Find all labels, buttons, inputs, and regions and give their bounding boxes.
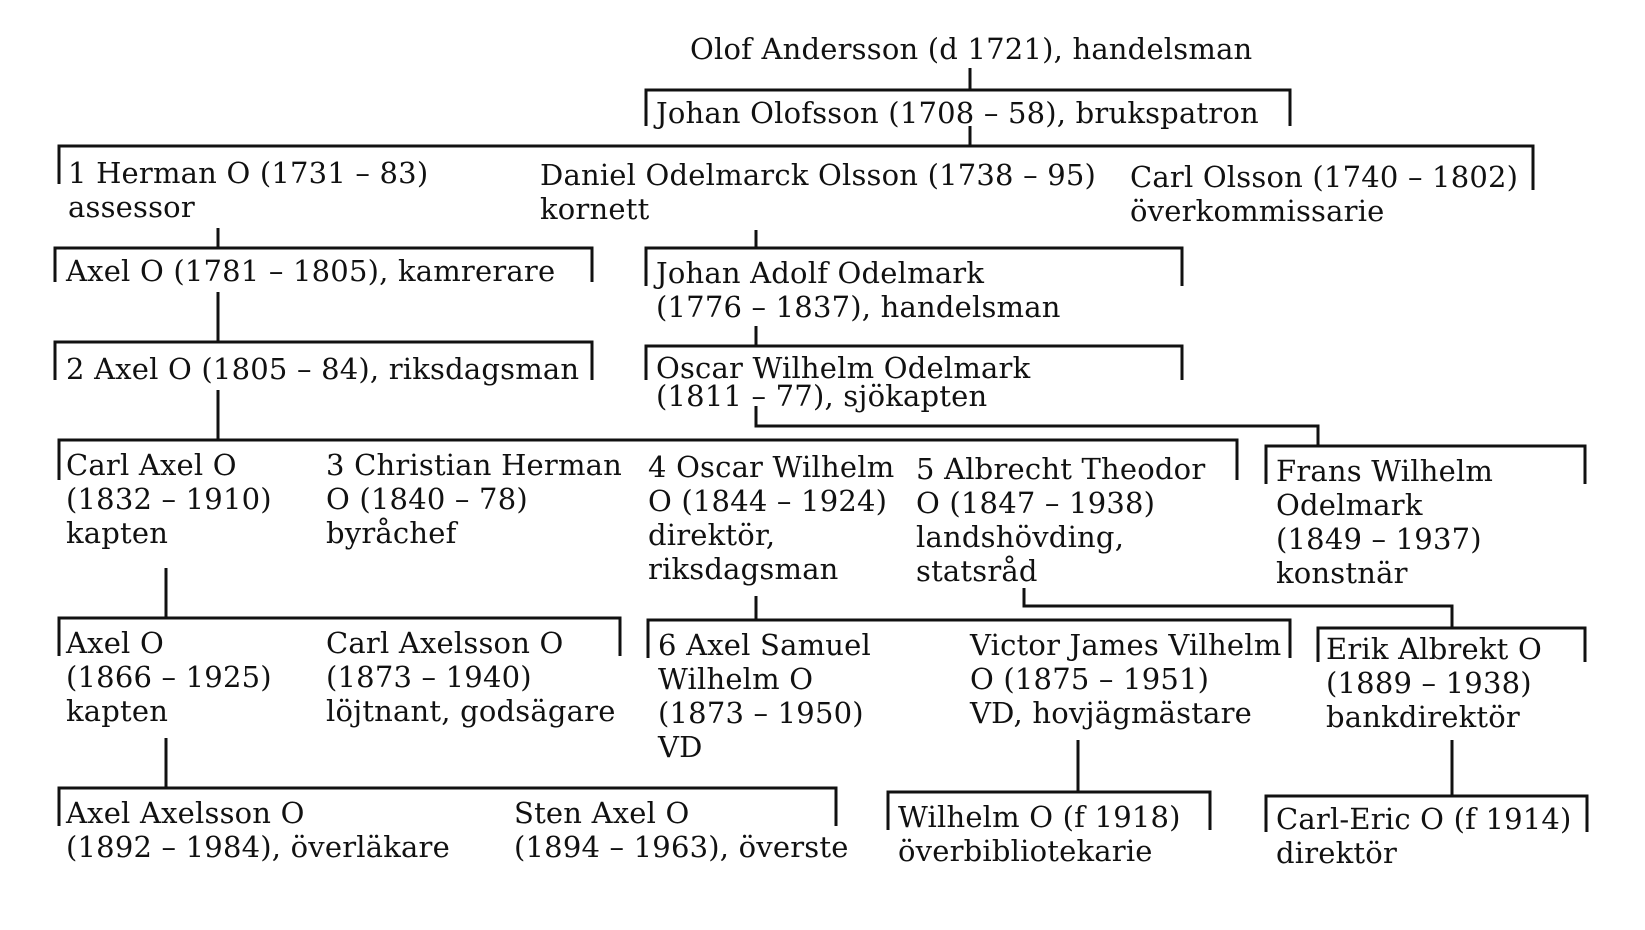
node-line: Victor James Vilhelm	[970, 628, 1282, 662]
node-victor-james-vilhelm-o	[970, 628, 1281, 730]
node-line: Axel O	[66, 626, 164, 660]
node-line: O (1844 – 1924)	[648, 484, 888, 518]
node-line: (1873 – 1950)	[658, 696, 864, 730]
node-axel-o-kapten	[66, 626, 272, 728]
node-johan-olofsson	[656, 96, 1259, 130]
node-line: (1889 – 1938)	[1326, 666, 1532, 700]
node-line: Frans Wilhelm	[1276, 454, 1494, 488]
node-line: landshövding,	[916, 520, 1125, 554]
node-line: Sten Axel O	[514, 796, 690, 830]
node-line: Carl-Eric O (f 1914)	[1276, 802, 1572, 836]
node-line: O (1847 – 1938)	[916, 486, 1156, 520]
node-line: Erik Albrekt O	[1326, 632, 1542, 666]
node-text: Olof Andersson (d 1721), handelsman	[690, 32, 1253, 66]
node-line: Odelmark	[1276, 488, 1423, 522]
node-line: statsråd	[916, 554, 1038, 588]
node-line: 3 Christian Herman	[326, 448, 623, 482]
node-line: bankdirektör	[1326, 700, 1520, 734]
node-erik-albrekt-o	[1326, 632, 1542, 734]
node-line: konstnär	[1276, 556, 1408, 590]
node-line: Wilhelm O (f 1918)	[898, 800, 1181, 834]
node-carl-axelsson-o	[326, 626, 616, 728]
node-carl-eric-o	[1276, 802, 1572, 870]
node-name: Daniel Odelmarck Olsson (1738 – 95)	[540, 158, 1097, 192]
node-axel-o-kamrerare	[66, 254, 555, 288]
node-line: löjtnant, godsägare	[326, 694, 616, 728]
node-text: 2 Axel O (1805 – 84), riksdagsman	[66, 352, 580, 386]
node-daniel-odelmarck-olsson	[540, 158, 1096, 226]
node-line: VD	[658, 730, 703, 764]
node-role: kornett	[540, 192, 650, 226]
node-line: (1832 – 1910)	[66, 482, 272, 516]
node-line: riksdagsman	[648, 552, 839, 586]
node-role: assessor	[68, 190, 195, 224]
node-wilhelm-o	[898, 800, 1181, 868]
connector-albrecht-erik	[1024, 588, 1452, 628]
node-line: direktör	[1276, 836, 1398, 870]
node-herman-o	[68, 156, 428, 224]
node-axel-samuel-wilhelm-o	[658, 628, 871, 764]
node-line: byråchef	[326, 516, 457, 550]
node-dates: (1811 – 77), sjökapten	[656, 379, 988, 413]
node-name: Johan Adolf Odelmark	[656, 256, 985, 290]
node-line: VD, hovjägmästare	[970, 696, 1253, 730]
node-text: Axel O (1781 – 1805), kamrerare	[66, 254, 556, 288]
node-line: (1849 – 1937)	[1276, 522, 1482, 556]
node-line: (1873 – 1940)	[326, 660, 532, 694]
node-oscar-wilhelm-o	[648, 450, 894, 586]
node-role: överkommissarie	[1130, 194, 1385, 228]
node-line: Wilhelm O	[658, 662, 814, 696]
node-axel-o-riksdagsman	[66, 352, 579, 386]
node-axel-axelsson-o	[66, 796, 450, 864]
node-line: direktör,	[648, 518, 776, 552]
node-line: Carl Axelsson O	[326, 626, 564, 660]
node-line: Axel Axelsson O	[66, 796, 305, 830]
node-dates: (1776 – 1837), handelsman	[656, 290, 1061, 324]
node-line: kapten	[66, 516, 169, 550]
node-line: O (1875 – 1951)	[970, 662, 1210, 696]
node-line: Carl Axel O	[66, 448, 237, 482]
node-line: (1866 – 1925)	[66, 660, 272, 694]
node-line: 6 Axel Samuel	[658, 628, 871, 662]
node-carl-olsson	[1130, 160, 1518, 228]
node-line: 5 Albrecht Theodor	[916, 452, 1206, 486]
node-oscar-wilhelm-odelmark	[656, 351, 1031, 413]
node-sten-axel-o	[514, 796, 849, 864]
node-line: O (1840 – 78)	[326, 482, 528, 516]
node-johan-adolf-odelmark	[656, 256, 1061, 324]
node-frans-wilhelm-odelmark	[1276, 454, 1493, 590]
node-line: (1894 – 1963), överste	[514, 830, 849, 864]
node-carl-axel-o	[66, 448, 272, 550]
node-olof-andersson	[690, 32, 1252, 66]
node-name: Oscar Wilhelm Odelmark	[656, 351, 1031, 385]
node-name: Carl Olsson (1740 – 1802)	[1130, 160, 1519, 194]
node-line: 4 Oscar Wilhelm	[648, 450, 895, 484]
node-christian-herman-o	[326, 448, 622, 550]
node-line: överbibliotekarie	[898, 834, 1153, 868]
node-text: Johan Olofsson (1708 – 58), brukspatron	[656, 96, 1259, 130]
node-line: (1892 – 1984), överläkare	[66, 830, 450, 864]
node-line: kapten	[66, 694, 169, 728]
node-name: 1 Herman O (1731 – 83)	[68, 156, 429, 190]
node-albrecht-theodor-o	[916, 452, 1205, 588]
